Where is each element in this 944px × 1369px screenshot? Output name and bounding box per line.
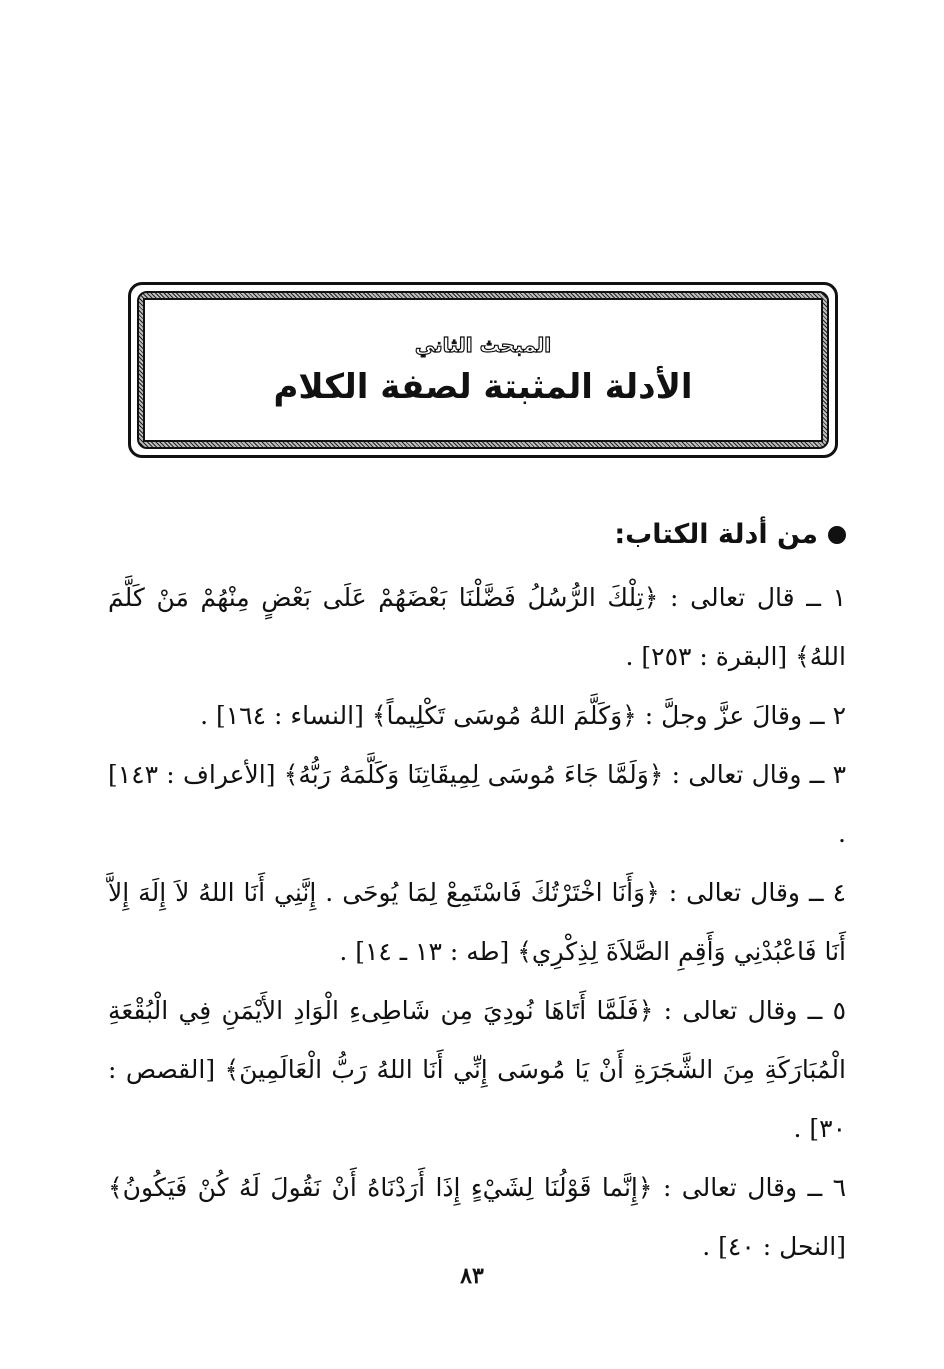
list-item: ١ ــ قال تعالى : ﴿تِلْكَ الرُّسُلُ فَضَّلْنَا بَعْضَهُمْ عَلَى بَعْضٍ مِنْهُمْ مَنْ كَلَّمَ اللهُ﴾ [البقرة : ٢٥٣] . xyxy=(108,583,846,671)
chapter-title: الأدلة المثبتة لصفة الكلام xyxy=(273,367,693,407)
body-text xyxy=(108,505,846,1276)
list-item: ٣ ــ وقال تعالى : ﴿وَلَمَّا جَاءَ مُوسَى لِمِيقَاتِنَا وَكَلَّمَهُ رَبُّهُ﴾ [الأعراف : ١٤٣] . xyxy=(108,760,846,848)
section-heading xyxy=(108,505,846,564)
list-item: ٢ ــ وقالَ عزَّ وجلَّ : ﴿وَكَلَّمَ اللهُ مُوسَى تَكْلِيماً﴾ [النساء : ١٦٤] . xyxy=(200,701,846,730)
list-item: ٦ ــ وقال تعالى : ﴿إِنَّما قَوْلُنَا لِشَيْءٍ إِذَا أَرَدْنَاهُ أَنْ نَقُولَ لَهُ كُنْ فَيَكُونُ﴾ [النحل : ٤٠] . xyxy=(108,1173,846,1261)
list-item: ٤ ــ وقال تعالى : ﴿وَأَنَا اخْتَرْتُكَ فَاسْتَمِعْ لِمَا يُوحَى . إِنَّنِي أَنَا اللهُ لاَ إِلَهَ إِلاَّ أَنَا فَاعْبُدْنِي وَأَقِمِ الصَّلاَةَ لِذِكْرِي﴾ [طه : ١٣ ـ ١٤] . xyxy=(108,878,846,966)
page-number: ٨٣ xyxy=(460,1263,484,1289)
bullet-icon xyxy=(828,526,846,544)
chapter-title-box xyxy=(143,298,823,442)
section-heading-label: من أدلة الكتاب: xyxy=(614,519,818,550)
list-item: ٥ ــ وقال تعالى : ﴿فَلَمَّا أَتَاهَا نُودِيَ مِن شَاطِىءِ الْوَادِ الأَيْمَنِ فِي الْبُقْعَةِ الْمُبَارَكَةِ مِنَ الشَّجَرَةِ أَنْ يَا مُوسَى إِنِّي أَنَا اللهُ رَبُّ الْعَالَمِينَ﴾ [القصص : ٣٠] . xyxy=(108,996,846,1143)
chapter-subtitle: المبحث الثاني xyxy=(414,333,552,357)
chapter-title-frame xyxy=(128,282,838,458)
